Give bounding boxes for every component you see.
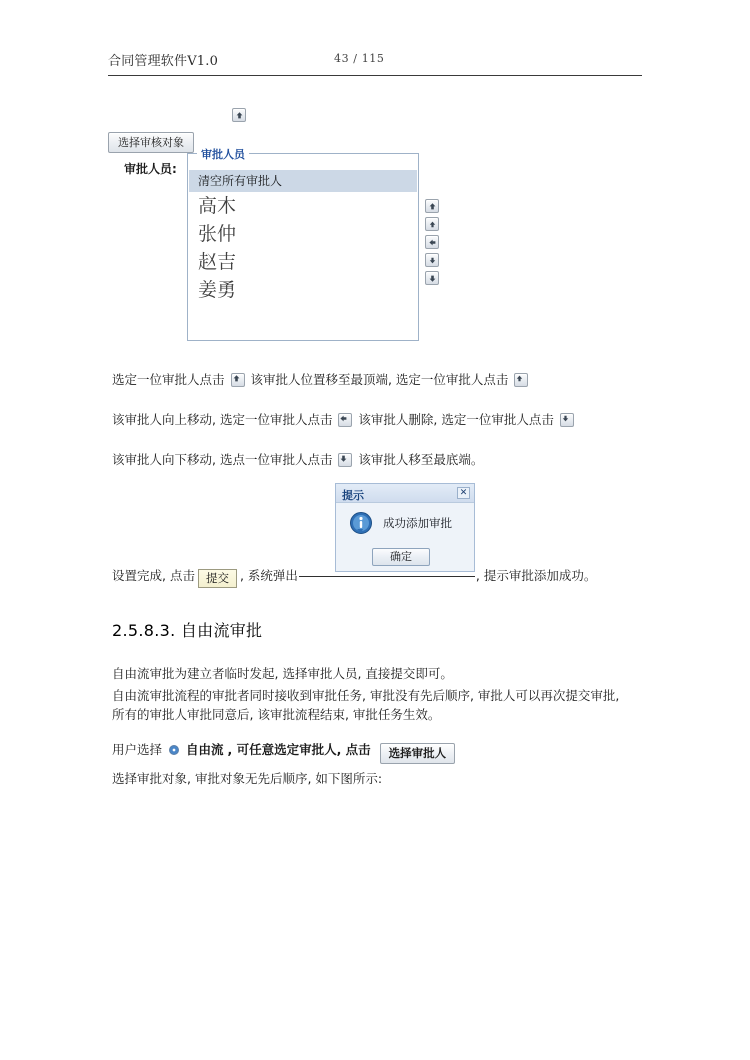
move-down-icon[interactable]: [425, 253, 439, 267]
choose-approver-button[interactable]: 选择审批人: [380, 743, 456, 764]
instruction-text: 设置完成, 点击: [112, 568, 195, 583]
move-up-icon[interactable]: [425, 217, 439, 231]
move-to-bottom-icon[interactable]: [425, 271, 439, 285]
list-item[interactable]: 姜勇: [198, 279, 237, 301]
instruction-line-3: [112, 450, 483, 469]
document-title: 合同管理软件V1.0: [108, 54, 219, 69]
approver-list: [189, 170, 417, 304]
instruction-text: 该审批人位置移至最顶端, 选定一位审批人点击: [250, 372, 509, 387]
move-to-top-icon: [231, 373, 245, 387]
section-paragraph-4: 选择审批对象, 审批对象无先后顺序, 如下图所示:: [112, 771, 383, 786]
dialog-title: 提示: [342, 489, 364, 502]
info-icon: [348, 511, 374, 537]
move-up-icon: [514, 373, 528, 387]
submit-button[interactable]: 提交: [198, 569, 237, 588]
page-header: [108, 50, 642, 76]
list-item[interactable]: 张仲: [198, 223, 237, 245]
approver-widget-screenshot: [108, 108, 448, 348]
move-down-icon: [560, 413, 574, 427]
instruction-text: 该审批人移至最底端。: [358, 452, 484, 467]
delete-icon: [338, 413, 352, 427]
radio-selected-icon[interactable]: [169, 745, 179, 755]
instruction-text: 该审批人向下移动, 选点一位审批人点击: [112, 452, 333, 467]
section-paragraph-3: [112, 740, 455, 764]
approver-field-label: 审批人员:: [124, 162, 177, 176]
instruction-text: , 系统弹出: [239, 568, 298, 583]
approver-fieldset: [187, 148, 419, 341]
instruction-text: , 可任意选定审批人, 点击: [227, 742, 371, 757]
instruction-line-1: [112, 370, 530, 389]
section-heading: 2.5.8.3. 自由流审批: [112, 621, 263, 640]
select-review-target-button[interactable]: 选择审核对象: [108, 132, 194, 153]
approver-fieldset-legend: 审批人员: [197, 146, 249, 162]
dialog-message: 成功添加审批: [383, 516, 452, 530]
dialog-title-bar: [336, 484, 474, 503]
blank-underline: [299, 575, 475, 577]
confirm-button[interactable]: 确定: [372, 548, 430, 566]
submit-instruction-line: [112, 566, 596, 588]
instruction-text: 该审批人删除, 选定一位审批人点击: [358, 412, 554, 427]
approver-reorder-toolbar: [425, 199, 439, 285]
instruction-line-2: [112, 410, 576, 429]
alert-dialog: [335, 483, 475, 572]
header-divider: [108, 75, 642, 76]
move-to-bottom-icon: [338, 453, 352, 467]
list-item[interactable]: 赵吉: [198, 251, 237, 273]
instruction-text: , 提示审批添加成功。: [475, 568, 597, 583]
list-item[interactable]: 高木: [198, 195, 237, 217]
instruction-text: 用户选择: [112, 742, 163, 757]
move-to-top-icon[interactable]: [425, 199, 439, 213]
close-icon[interactable]: ✕: [457, 487, 470, 499]
move-to-top-icon[interactable]: [232, 108, 246, 122]
delete-icon[interactable]: [425, 235, 439, 249]
section-paragraph-1: 自由流审批为建立者临时发起, 选择审批人员, 直接提交即可。: [112, 666, 453, 681]
radio-label: 自由流: [185, 742, 224, 757]
dialog-body: [336, 503, 474, 548]
instruction-text: 选定一位审批人点击: [112, 372, 225, 387]
section-paragraph-2: 自由流审批流程的审批者同时接收到审批任务, 审批没有先后顺序, 审批人可以再次提交审批, 所有的审批人审批同意后, 该审批流程结束, 审批任务生效。: [112, 688, 620, 722]
page-number: 43 / 115: [334, 52, 385, 65]
list-item-clear-all[interactable]: 清空所有审批人: [189, 170, 417, 192]
instruction-text: 该审批人向上移动, 选定一位审批人点击: [112, 412, 333, 427]
